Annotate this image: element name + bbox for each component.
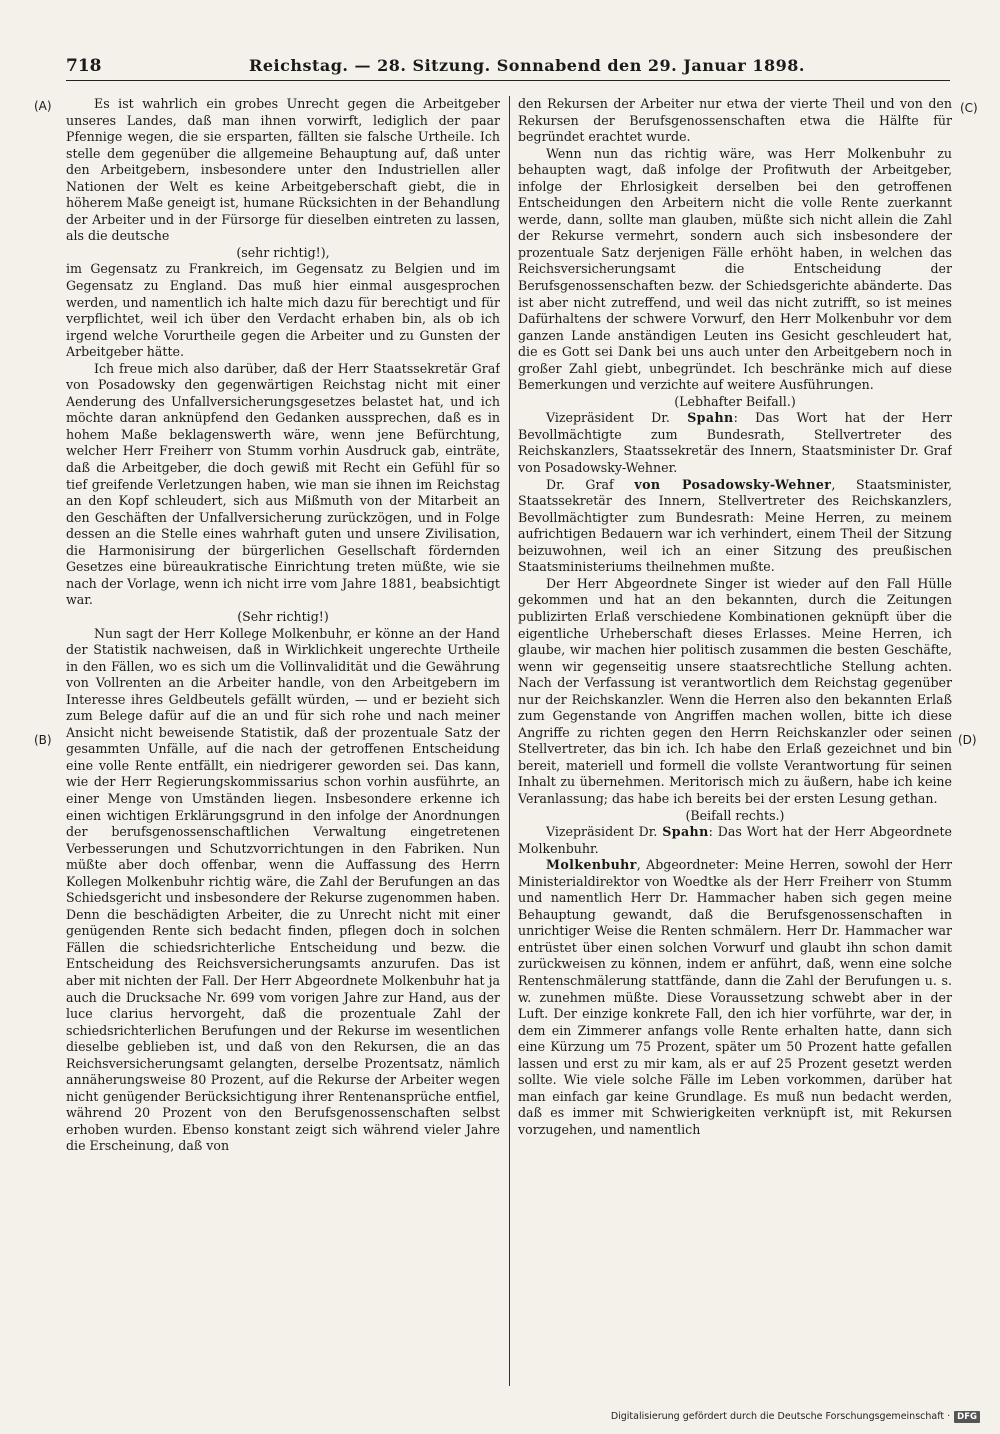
interjection: (Lebhafter Beifall.) [674,393,796,409]
speaker-title: Dr. Graf [546,476,614,492]
paragraph: Wenn nun das richtig wäre, was Herr Molkenbuhr zu behaupten wagt, daß infolge der Profitwuth der Arbeitgeber, infolge der Ehrlosigkeit derselben bei den getroffenen Entscheidungen den Arbeitern nicht die volle Rente zuerkannt werde, dann, sollte man glauben, müßte sich nicht allein die Zahl der Rekurse vermehrt, sondern auch sich insbesondere der prozentuale Satz derjenigen Fälle erhöht haben, in welchen das Reichsversicherungsamt die Entscheidung der Berufsgenossenschaften bezw. der Schiedsgerichte abänderte. Das ist aber nicht zutreffend, und weil das nicht zutrifft, so ist meines Dafürhaltens der schwere Vorwurf, den Herr Molkenbuhr vor dem ganzen Lande anständigen Leuten ins Gesicht geschleudert hat, die es Gott sei Dank bei uns auch unter den Arbeitgebern noch in großer Zahl giebt, unbegründet. Ich beschränke mich auf diese Bemerkungen und verzichte auf weitere Ausführungen. [518,145,952,393]
page-header [66,52,928,82]
page-number: 718 [66,56,102,76]
paragraph: Nun sagt der Herr Kollege Molkenbuhr, er könne an der Hand der Statistik nachweisen, daß in Wirklichkeit ungerechte Urtheile in den Fällen, wo es sich um die Vollinvalidität und die Gewährung von Vollrenten an die Arbeiter handle, von den Arbeitgebern im Interesse ihres Geldbeutels gefällt würden, — und er bezieht sich zum Belege dafür auf die an und für sich rohe und nach meiner Ansicht nicht beweisende Statistik, daß der prozentuale Satz der gesammten Unfälle, auf die nach der getroffenen Entscheidung eine volle Rente entfällt, ein niedrigerer geworden sei. Das kann, wie der Herr Regierungskommissarius schon vorhin ausführte, an einer Menge von Umständen liegen. Insbesondere erkenne ich einen wichtigen Erklärungsgrund in den infolge der Anordnungen der berufsgenossenschaftlichen Verwaltung eingetretenen Verbesserungen und Schutzvorrichtungen in den Fabriken. Nun müßte aber doch offenbar, wenn die Auffassung des Herrn Kollegen Molkenbuhr richtig wäre, die Zahl der Berufungen an das Schiedsgericht und insbesondere der Rekurse zugenommen haben. Denn die beschädigten Arbeiter, die zu Unrecht nicht mit einer genügenden Rente sich bedacht finden, pflegen doch in solchen Fällen die schiedsrichterliche Entscheidung und bezw. die Entscheidung des Reichsversicherungsamts anzurufen. Das ist aber mit nichten der Fall. Der Herr Abgeordnete Molkenbuhr hat ja auch die Drucksache Nr. 699 vom vorigen Jahre zur Hand, aus der luce clarius hervorgeht, daß die prozentuale Zahl der schiedsrichterlichen Berufungen und der Rekurse im wesentlichen dieselbe geblieben ist, und daß von den Rekursen, die an das Reichsversicherungsamt gelangten, derselbe Prozentsatz, nämlich annäherungsweise 80 Prozent, auf die Rekurse der Arbeiter wegen nicht genügender Berücksichtigung ihrer Rentenansprüche entfiel, während 20 Prozent von den Berufsgenossenschaften selbst erhoben wurden. Ebenso konstant zeigt sich während vieler Jahre die Erscheinung, daß von [66,625,500,1154]
left-column [66,96,500,1386]
speaker-title: Vizepräsident Dr. [546,410,670,426]
paragraph: den Rekursen der Arbeiter nur etwa der vierte Theil und von den Rekursen der Berufsgenossenschaften etwa die Hälfte für begründet erachtet wurde. [518,96,952,145]
paragraph: Ich freue mich also darüber, daß der Herr Staatssekretär Graf von Posadowsky den gegenwärtigen Reichstag nicht mit einer Aenderung des Unfallversicherungsgesetzes belastet hat, und ich möchte daran anknüpfend den Gedanken aussprechen, daß es in hohem Maße beklagenswerth wäre, wenn jene Befürchtung, welcher Herr Freiherr von Stumm vorhin Ausdruck gab, einträte, daß die Arbeitgeber, die doch gewiß mit Recht ein Gefühl für so tief greifende Verletzungen haben, wie man sie ihnen im Reichstag an den Kopf schleudert, sich aus Mißmuth von der Mitarbeit an den Geschäften der Unfallversicherung zurückzögen, und in Folge dessen an die Stelle eines wahrhaft guten und unsere Zivilisation, die Harmonisirung der bürgerlichen Gesellschaft fördernden Gesetzes eine büreaukratische Einrichtung treten müßte, wie sie nach der Vorlage, wenn ich nicht irre vom Jahre 1881, beabsichtigt war. [66,360,500,608]
speaker-title: Vizepräsident Dr. [546,824,658,840]
speech-text: : Das Wort hat der Herr Abgeordnete Molkenbuhr. [518,824,952,856]
speaker-paragraph [518,477,952,576]
digitization-footer [600,1411,980,1423]
speaker-name: Spahn [687,410,734,426]
running-title: Reichstag. — 28. Sitzung. Sonnabend den 29. Januar 1898. [249,56,805,75]
margin-mark-a: (A) [34,99,52,113]
speaker-name: von Posadowsky-Wehner [634,476,832,492]
speaker-paragraph [518,410,952,476]
dfg-logo: DFG [954,1411,980,1423]
interjection: (sehr richtig!), [236,244,330,260]
paragraph: Es ist wahrlich ein grobes Unrecht gegen die Arbeitgeber unseres Landes, daß man ihnen vorwirft, lediglich der paar Pfennige wegen, die sie ersparten, fällten sie falsche Urtheile. Ich stelle dem gegenüber die allgemeine Behauptung auf, daß unter den Arbeitgebern, insbesondere unter den Industriellen aller Nationen der Welt es keine Arbeitgeberschaft giebt, die in höherem Maße geneigt ist, humane Rücksichten in der Behandlung der Arbeiter und in der Fürsorge für dieselben eintreten zu lassen, als die deutsche [66,96,500,244]
speech-text: , Abgeordneter: Meine Herren, sowohl der Herr Ministerialdirektor von Woedtke als der Herr Freiherr von Stumm und namentlich Herr Dr. Hammacher haben sich gegen meine Behauptung gewandt, daß die Berufsgenossenschaften in unrichtiger Weise die Renten schmälern. Herr Dr. Hammacher war entrüstet über einen solchen Vorwurf und glaubt ihn schon damit zurückweisen zu können, indem er anführt, daß, wenn eine solche Rentenschmälerung stattfände, dann die Zahl der Berufungen u. s. w. zunehmen müßte. Diese Voraussetzung schwebt aber in der Luft. Der einzige konkrete Fall, den ich hier vorführte, war der, in dem ein Zimmerer anfangs volle Rente erhalten hatte, dann sich eine Kürzung um 75 Prozent, später um 50 Prozent hatte gefallen lassen und erst zu mir kam, als er auf 25 Prozent gesetzt werden sollte. Wie viele solche Fälle im Leben vorkommen, darüber hat man einfach gar keine Grundlage. Es muß nun bedacht werden, daß es immer mit Schwierigkeiten verknüpft ist, mit Rekursen vorzugehen, und namentlich [518,857,952,1137]
speaker-name: Molkenbuhr [546,857,637,873]
speaker-paragraph [518,824,952,857]
interjection: (Sehr richtig!) [237,608,329,624]
margin-mark-c: (C) [960,101,978,115]
header-rule [66,80,950,81]
right-column [518,96,952,1386]
paragraph: Der Herr Abgeordnete Singer ist wieder auf den Fall Hülle gekommen und hat an den bekannten, durch die Zeitungen publizirten Erlaß verschiedene Kombinationen geknüpft über die eigentliche Urheberschaft dieses Erlasses. Meine Herren, ich glaube, wir machen hier politisch zusammen die besten Geschäfte, wenn wir gegenseitig unsere staatsrechtliche Stellung achten. Nach der Verfassung ist verantwortlich dem Reichstag gegenüber nur der Reichskanzler. Wenn die Herren also den bekannten Erlaß zum Gegenstande von Angriffen machen wollen, bitte ich diese Angriffe zu richten gegen den Herrn Reichskanzler oder seinen Stellvertreter, das bin ich. Ich habe den Erlaß gezeichnet und bin bereit, materiell und formell die vollste Verantwortung für seinen Inhalt zu übernehmen. Meritorisch mich zu äußern, habe ich keine Veranlassung; das habe ich bereits bei der ersten Lesung gethan. [518,575,952,806]
interjection: (Beifall rechts.) [685,807,785,823]
speech-text: : Das Wort hat der Herr Bevollmächtigte zum Bundesrath, Stellvertreter des Reichskanzlers, Staatssekretär des Innern, Staatsminister Dr. Graf von Posadowsky-Wehner. [518,410,952,476]
speech-text: , Staatsminister, Staatssekretär des Innern, Stellvertreter des Reichskanzlers, Bevollmächtigter zum Bundesrath: Meine Herren, zu meinem aufrichtigen Bedauern war ich verhindert, einem Theil der Sitzung beizuwohnen, weil ich an einer Sitzung des preußischen Staatsministeriums theilnehmen mußte. [518,476,952,575]
paragraph: im Gegensatz zu Frankreich, im Gegensatz zu Belgien und im Gegensatz zu England. Das muß hier einmal ausgesprochen werden, und namentlich ich halte mich dazu für berechtigt und für verpflichtet, weil ich über den Verdacht erhaben bin, als ob ich irgend welche Vorurtheile gegen die Arbeiter und zu Gunsten der Arbeitgeber hätte. [66,261,500,360]
margin-mark-d: (D) [958,733,977,747]
column-divider [509,96,510,1386]
speaker-name: Spahn [662,824,709,840]
footer-credit: Digitalisierung gefördert durch die Deutsche Forschungsgemeinschaft · [610,1411,951,1422]
speaker-paragraph [518,857,952,1138]
margin-mark-b: (B) [34,733,52,747]
